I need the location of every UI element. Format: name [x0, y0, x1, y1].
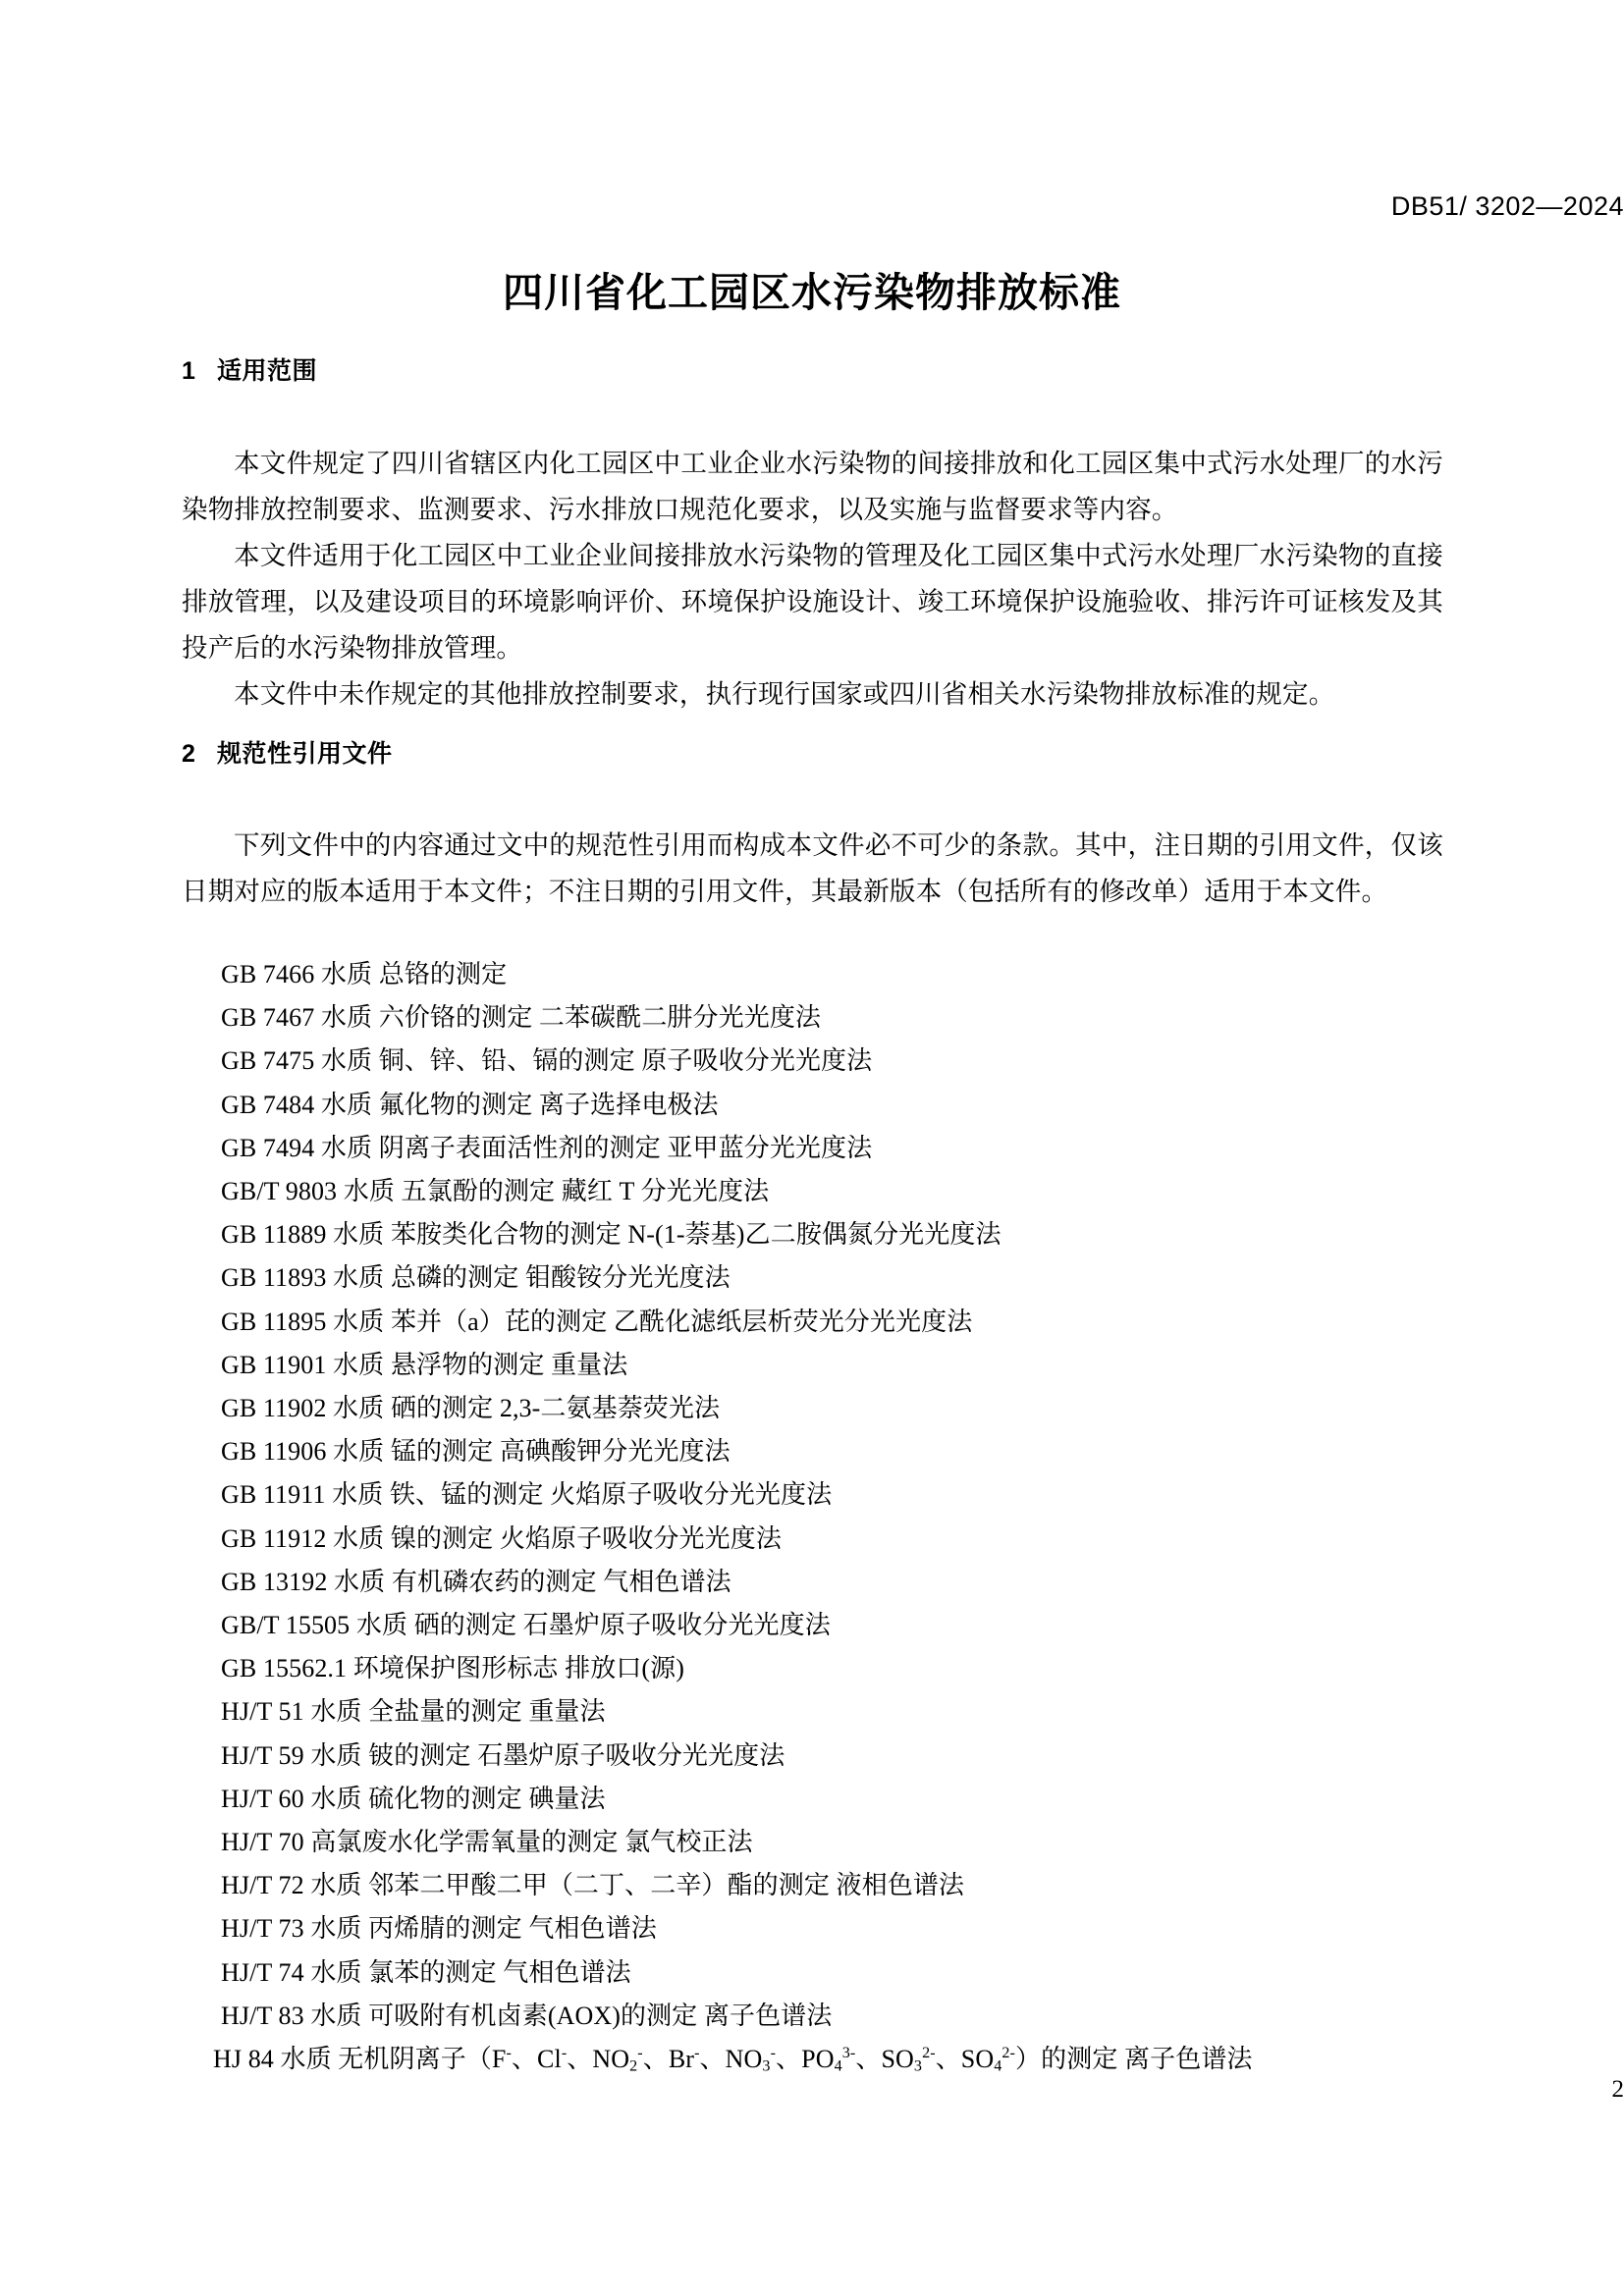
clause-1-paragraph-1: 本文件规定了四川省辖区内化工园区中工业企业水污染物的间接排放和化工园区集中式污水处理厂的水污染物排放控制要求、监测要求、污水排放口规范化要求，以及实施与监督要求等内容。 — [182, 449, 1443, 524]
reference-item: GB 11895 水质 苯并（a）芘的测定 乙酰化滤纸层析荧光分光光度法 — [221, 1307, 973, 1336]
clause-2-title: 规范性引用文件 — [217, 740, 393, 768]
page-number: 2 — [1611, 2076, 1624, 2103]
reference-item: GB 7494 水质 阴离子表面活性剂的测定 亚甲蓝分光光度法 — [221, 1133, 873, 1162]
clause-1-paragraph-2-block — [182, 533, 1443, 671]
reference-item: HJ/T 70 高氯废水化学需氧量的测定 氯气校正法 — [221, 1828, 753, 1857]
reference-item: GB 7484 水质 氟化物的测定 离子选择电极法 — [221, 1090, 719, 1119]
reference-item: GB 7467 水质 六价铬的测定 二苯碳酰二肼分光光度法 — [221, 1003, 822, 1033]
reference-item: GB/T 15505 水质 硒的测定 石墨炉原子吸收分光光度法 — [221, 1611, 831, 1640]
reference-item: HJ/T 60 水质 硫化物的测定 碘量法 — [221, 1784, 606, 1813]
clause-1-paragraph-2: 本文件适用于化工园区中工业企业间接排放水污染物的管理及化工园区集中式污水处理厂水污染物的直接排放管理，以及建设项目的环境影响评价、环境保护设施设计、竣工环境保护设施验收、排污许可证核发及其投产后的水污染物排放管理。 — [182, 541, 1443, 663]
clause-1-paragraph-1-block — [182, 441, 1443, 533]
normative-references-list — [182, 953, 1443, 2081]
reference-item: HJ/T 74 水质 氯苯的测定 气相色谱法 — [221, 1957, 631, 1987]
reference-item: GB/T 9803 水质 五氯酚的测定 藏红 T 分光光度法 — [221, 1177, 770, 1206]
clause-2-paragraph-1: 下列文件中的内容通过文中的规范性引用而构成本文件必不可少的条款。其中，注日期的引用文件，仅该日期对应的版本适用于本文件；不注日期的引用文件，其最新版本（包括所有的修改单）适用于本文件。 — [182, 830, 1443, 906]
reference-item: GB 11893 水质 总磷的测定 钼酸铵分光光度法 — [221, 1263, 731, 1293]
reference-item: GB 15562.1 环境保护图形标志 排放口(源) — [221, 1654, 685, 1683]
clause-2-heading-block — [182, 734, 1443, 770]
page-title: 四川省化工园区水污染物排放标准 — [503, 270, 1121, 315]
clause-2-heading — [182, 734, 1443, 770]
reference-item: GB 11911 水质 铁、锰的测定 火焰原子吸收分光光度法 — [221, 1480, 833, 1510]
reference-item: GB 13192 水质 有机磷农药的测定 气相色谱法 — [221, 1567, 731, 1596]
reference-item-with-formulas: HJ 84 水质 无机阴离子（F-、Cl-、$NO_2^-$、Br-、$NO_3^-$、$PO_4^{3-}$、$SO_3^{2-}$、$SO_4^{2-}$）的测定 离子色谱法 — [213, 2045, 1253, 2075]
reference-item: GB 7475 水质 铜、锌、铅、镉的测定 原子吸收分光光度法 — [221, 1046, 873, 1076]
reference-item: HJ/T 51 水质 全盐量的测定 重量法 — [221, 1697, 606, 1727]
normative-references-block — [182, 953, 1443, 2081]
reference-item: GB 11902 水质 硒的测定 2,3-二氨基萘荧光法 — [221, 1394, 721, 1423]
reference-item: GB 11906 水质 锰的测定 高碘酸钾分光光度法 — [221, 1437, 731, 1467]
clause-1-title: 适用范围 — [217, 357, 318, 385]
reference-item: HJ/T 73 水质 丙烯腈的测定 气相色谱法 — [221, 1914, 657, 1944]
clause-1-number: 1 — [182, 357, 196, 385]
reference-item: HJ/T 59 水质 铍的测定 石墨炉原子吸收分光光度法 — [221, 1740, 785, 1770]
clause-1-heading — [182, 351, 1443, 387]
clause-2-paragraph-1-block — [182, 823, 1443, 915]
reference-item: HJ/T 72 水质 邻苯二甲酸二甲（二丁、二辛）酯的测定 液相色谱法 — [221, 1871, 965, 1900]
running-header-standard-number: DB51/ 3202—2024 — [1390, 191, 1624, 221]
clause-1-paragraph-3-block — [182, 671, 1443, 718]
reference-item: GB 11912 水质 镍的测定 火焰原子吸收分光光度法 — [221, 1523, 782, 1553]
reference-item: GB 11901 水质 悬浮物的测定 重量法 — [221, 1350, 628, 1379]
reference-item: GB 11889 水质 苯胺类化合物的测定 N-(1-萘基)乙二胺偶氮分光光度法 — [221, 1220, 1001, 1250]
clause-2-number: 2 — [182, 740, 196, 768]
clause-1-heading-block — [182, 351, 1443, 387]
reference-item: GB 7466 水质 总铬的测定 — [221, 960, 508, 988]
clause-1-paragraph-3: 本文件中未作规定的其他排放控制要求，执行现行国家或四川省相关水污染物排放标准的规定。 — [234, 679, 1335, 709]
reference-item: HJ/T 83 水质 可吸附有机卤素(AOX)的测定 离子色谱法 — [221, 2001, 833, 2030]
